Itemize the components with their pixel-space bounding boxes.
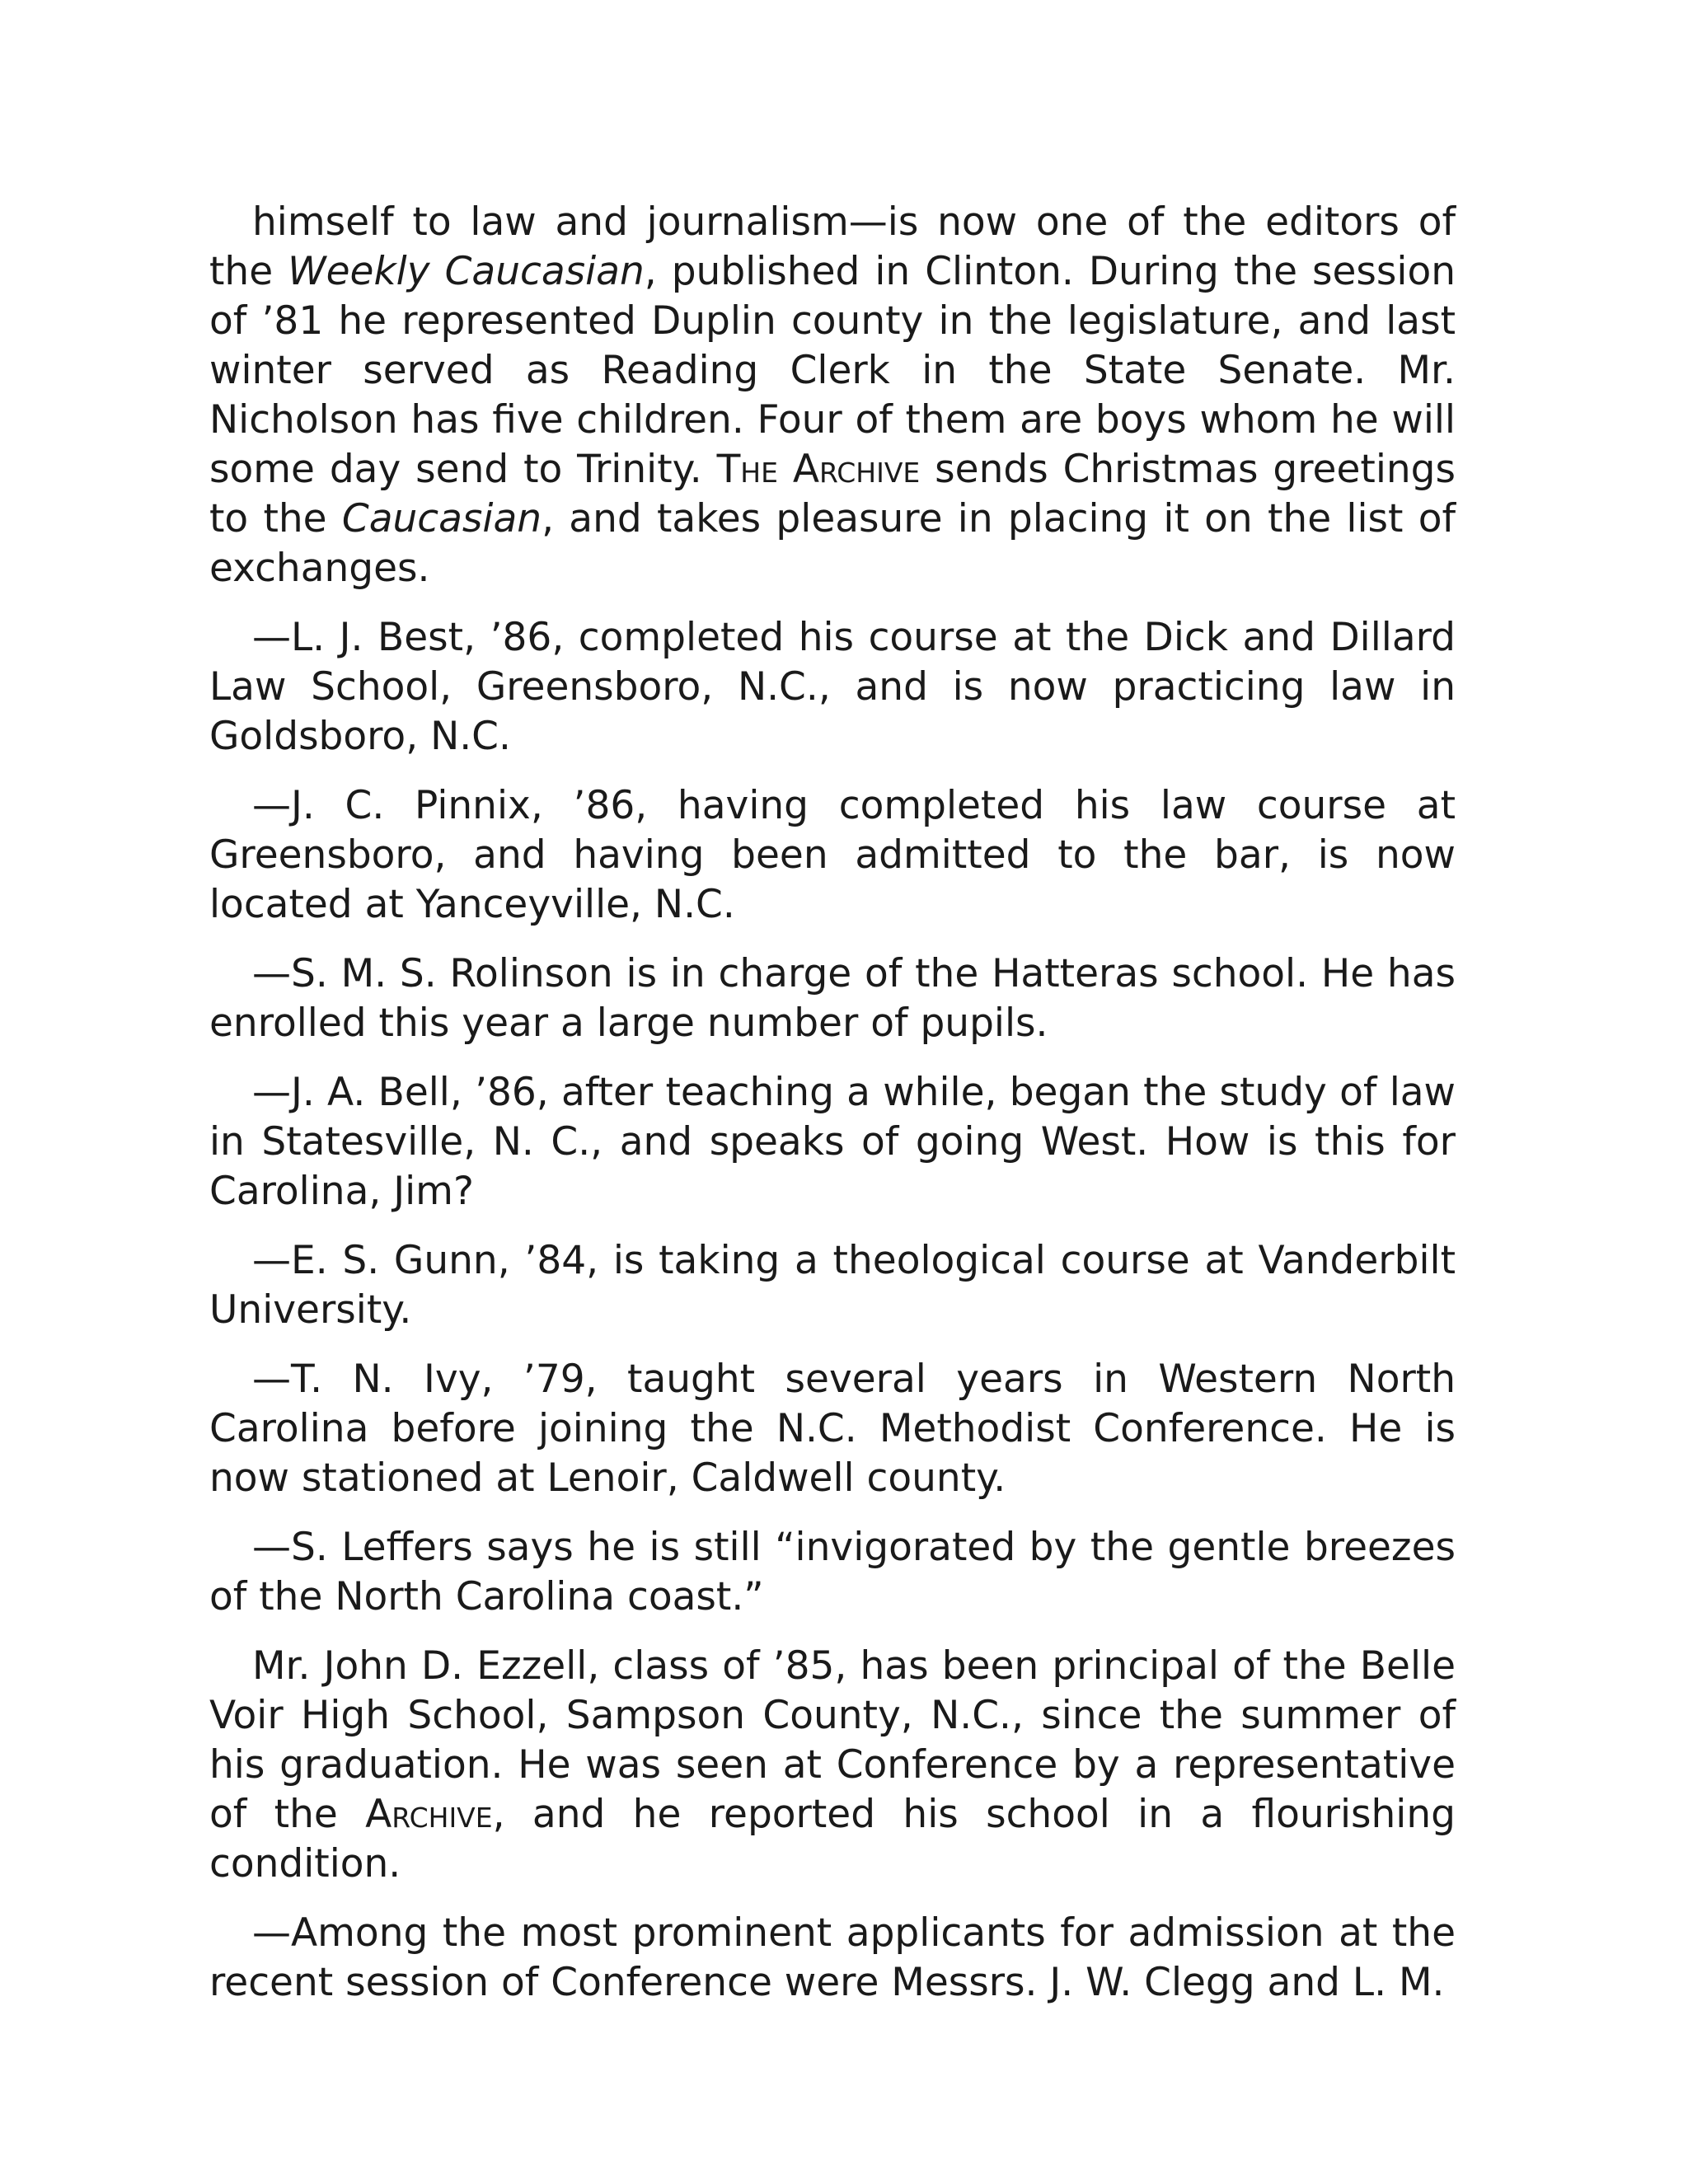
paragraph-ivy: —T. N. Ivy, ’79, taught several years in Western North Carolina before joining the N.C. Methodist Conference. He is now stationed at Lenoir, Caldwell county. [209, 1357, 1456, 1501]
text-run: sends Christmas greetings to the [209, 447, 1456, 541]
paragraph-conference-applicants: —Among the most prominent applicants for admission at the recent session of Conference were Messrs. J. W. Clegg and L. M. [209, 1910, 1456, 2005]
paragraph-nicholson [209, 198, 1456, 593]
paragraph-leffers: —S. Leffers says he is still “invigorated by the gentle breezes of the North Carolina coast.” [209, 1525, 1456, 1619]
paragraph-rolinson: —S. M. S. Rolinson is in charge of the Hatteras school. He has enrolled this year a large number of pupils. [209, 951, 1456, 1046]
paragraph-gunn: —E. S. Gunn, ’84, is taking a theological course at Vanderbilt University. [209, 1238, 1456, 1333]
italic-title-caucasian: Caucasian [341, 496, 542, 541]
text-run: Mr. John D. Ezzell, class of ’85, has been principal of the Belle Voir High School, Sampson County, N.C., since the summer of his graduation. He was seen at Conference by a representative of the [209, 1643, 1456, 1837]
paragraph-bell: —J. A. Bell, ’86, after teaching a while, began the study of law in Statesville, N. C., and speaks of going West. How is this for Carolina, Jim? [209, 1070, 1456, 1214]
paragraph-pinnix: —J. C. Pinnix, ’86, having completed his law course at Greensboro, and having been admitted to the bar, is now located at Yanceyville, N.C. [209, 783, 1456, 927]
document-page [209, 198, 1456, 2008]
small-caps-the-archive: The Archive [716, 447, 921, 492]
text-run: , and he reported his school in a flourishing condition. [209, 1792, 1456, 1886]
text-run: himself to law and journalism—is now one of the editors of the [209, 199, 1456, 294]
paragraph-ezzell [209, 1642, 1456, 1889]
text-run: , published in Clinton. During the session of ’81 he represented Duplin county in the legislature, and last winter served as Reading Clerk in the State Senate. Mr. Nicholson has five children. Four of them are boys whom he will some day send to Trinity. [209, 249, 1456, 492]
text-run: , and takes pleasure in placing it on the list of exchanges. [209, 496, 1456, 591]
paragraph-best: —L. J. Best, ’86, completed his course at the Dick and Dillard Law School, Greensboro, N.C., and is now practicing law in Goldsboro, N.C. [209, 615, 1456, 759]
small-caps-archive: Archive [365, 1792, 493, 1837]
italic-title-weekly-caucasian: Weekly Caucasian [288, 249, 645, 294]
